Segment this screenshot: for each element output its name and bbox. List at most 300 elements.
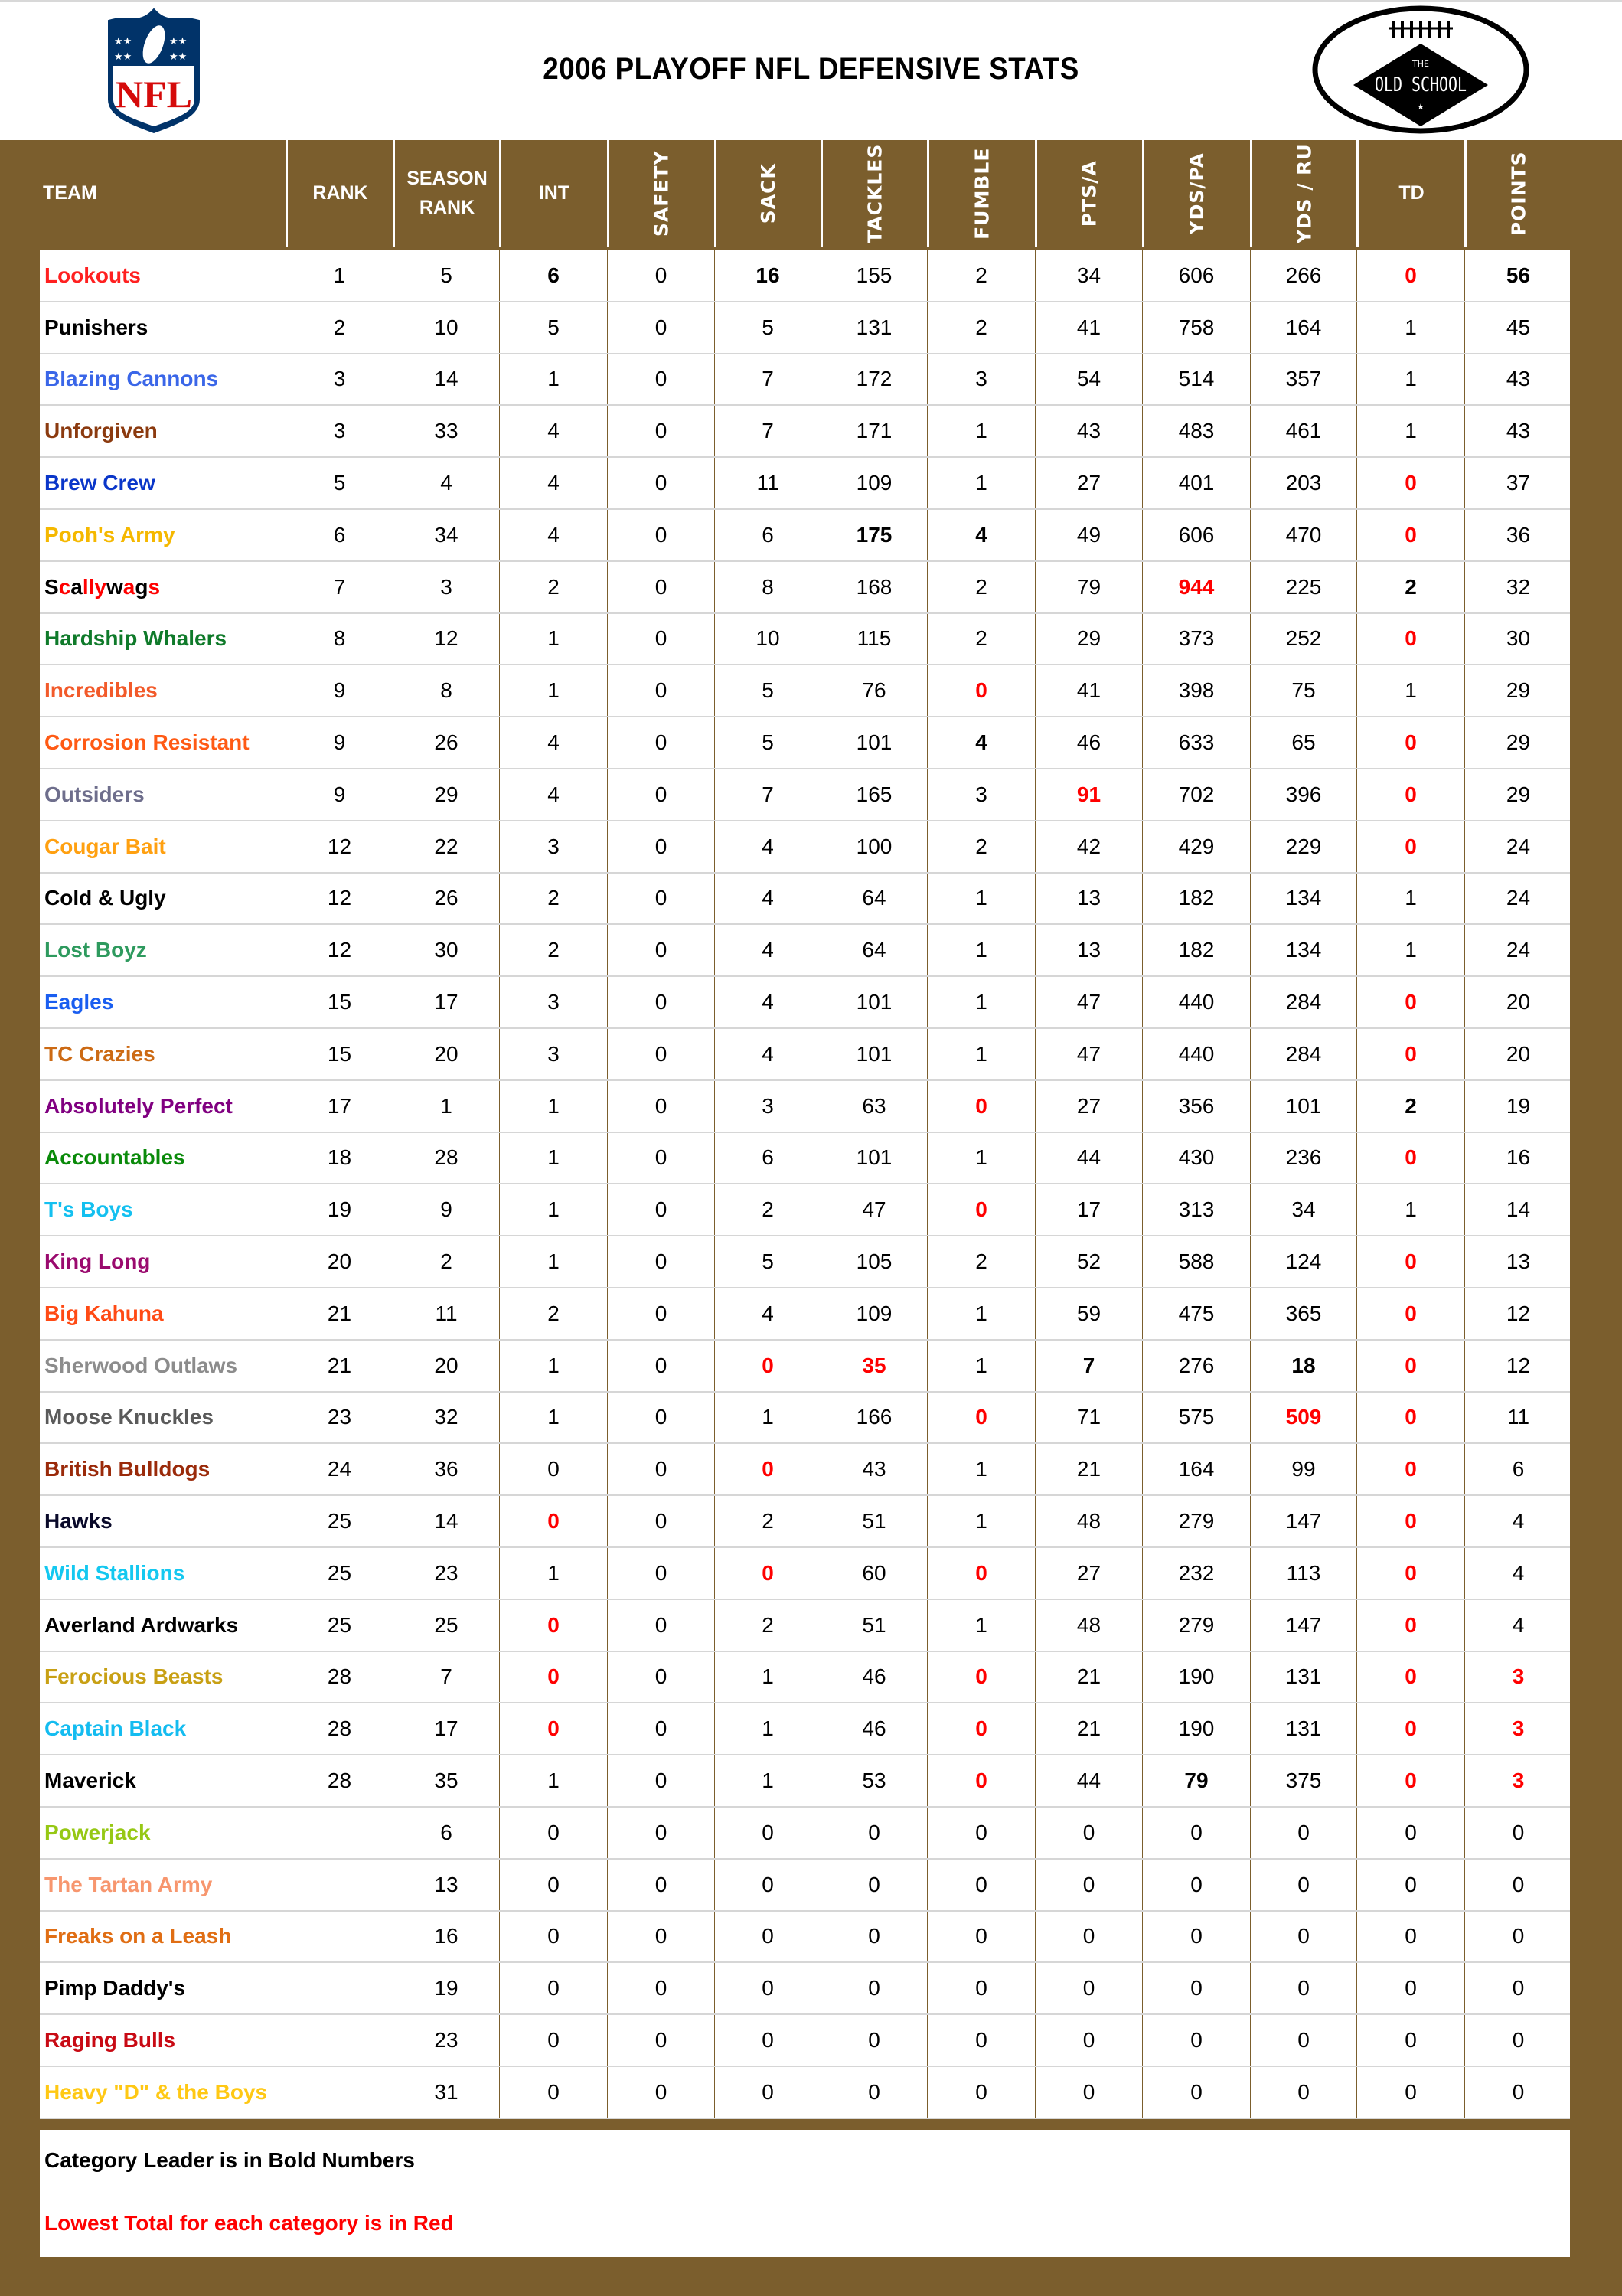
column-header-label: RANK bbox=[312, 181, 368, 204]
cell-fumble: 2 bbox=[927, 1236, 1035, 1287]
cell-safety: 0 bbox=[607, 1755, 714, 1806]
table-row bbox=[40, 1288, 1570, 1341]
cell-fumble: 4 bbox=[927, 510, 1035, 560]
cell-safety: 0 bbox=[607, 406, 714, 456]
cell-pts-a: 41 bbox=[1035, 302, 1142, 353]
cell-points: 45 bbox=[1464, 302, 1571, 353]
cell-season-rank: 7 bbox=[393, 1652, 499, 1703]
cell-yds-ru: 357 bbox=[1250, 354, 1356, 405]
cell-sack: 5 bbox=[714, 717, 821, 768]
cell-yds-pa: 182 bbox=[1142, 874, 1250, 924]
cell-int: 5 bbox=[499, 302, 607, 353]
cell-fumble: 2 bbox=[927, 562, 1035, 612]
cell-tackles: 101 bbox=[821, 977, 927, 1027]
table-row bbox=[40, 1133, 1570, 1185]
table-row bbox=[40, 1236, 1570, 1288]
cell-safety: 0 bbox=[607, 1236, 714, 1287]
cell-int: 0 bbox=[499, 1963, 607, 2013]
table-row bbox=[40, 1860, 1570, 1912]
cell-tackles: 53 bbox=[821, 1755, 927, 1806]
cell-season-rank: 13 bbox=[393, 1860, 499, 1910]
cell-int: 4 bbox=[499, 717, 607, 768]
cell-fumble: 1 bbox=[927, 874, 1035, 924]
column-header-label: SACK bbox=[757, 162, 780, 224]
team-name: Heavy "D" & the Boys bbox=[44, 2079, 268, 2104]
cell-rank: 5 bbox=[286, 458, 393, 508]
cell-int: 1 bbox=[499, 1341, 607, 1391]
cell-int: 0 bbox=[499, 1808, 607, 1858]
cell-rank: 18 bbox=[286, 1133, 393, 1184]
cell-yds-pa: 588 bbox=[1142, 1236, 1250, 1287]
cell-safety: 0 bbox=[607, 1184, 714, 1235]
cell-td: 0 bbox=[1356, 614, 1464, 665]
cell-rank: 2 bbox=[286, 302, 393, 353]
cell-safety: 0 bbox=[607, 821, 714, 872]
cell-fumble: 1 bbox=[927, 1496, 1035, 1546]
cell-yds-pa: 440 bbox=[1142, 1029, 1250, 1079]
cell-fumble: 3 bbox=[927, 354, 1035, 405]
cell-pts-a: 0 bbox=[1035, 1912, 1142, 1962]
cell-yds-pa: 0 bbox=[1142, 1963, 1250, 2013]
cell-points: 0 bbox=[1464, 1912, 1571, 1962]
cell-tackles: 109 bbox=[821, 458, 927, 508]
cell-safety: 0 bbox=[607, 1341, 714, 1391]
cell-int: 1 bbox=[499, 1081, 607, 1132]
cell-season-rank: 3 bbox=[393, 562, 499, 612]
cell-tackles: 64 bbox=[821, 925, 927, 975]
cell-rank bbox=[286, 1860, 393, 1910]
cell-safety: 0 bbox=[607, 1808, 714, 1858]
cell-points: 0 bbox=[1464, 2015, 1571, 2066]
cell-pts-a: 7 bbox=[1035, 1341, 1142, 1391]
cell-yds-ru: 203 bbox=[1250, 458, 1356, 508]
cell-yds-pa: 606 bbox=[1142, 250, 1250, 301]
cell-int: 0 bbox=[499, 1860, 607, 1910]
cell-sack: 6 bbox=[714, 510, 821, 560]
cell-season-rank: 33 bbox=[393, 406, 499, 456]
cell-td: 0 bbox=[1356, 1808, 1464, 1858]
cell-tackles: 0 bbox=[821, 2015, 927, 2066]
cell-yds-ru: 75 bbox=[1250, 665, 1356, 716]
table-row bbox=[40, 1912, 1570, 1964]
team-name: Corrosion Resistant bbox=[44, 730, 250, 755]
cell-tackles: 101 bbox=[821, 1029, 927, 1079]
cell-td: 0 bbox=[1356, 1288, 1464, 1339]
cell-yds-ru: 18 bbox=[1250, 1341, 1356, 1391]
cell-td: 1 bbox=[1356, 874, 1464, 924]
cell-td: 0 bbox=[1356, 1444, 1464, 1494]
column-header-label: SEASON RANK bbox=[406, 168, 488, 218]
cell-safety: 0 bbox=[607, 769, 714, 820]
cell-points: 24 bbox=[1464, 821, 1571, 872]
cell-pts-a: 0 bbox=[1035, 1808, 1142, 1858]
table-row bbox=[40, 874, 1570, 926]
cell-fumble: 0 bbox=[927, 2015, 1035, 2066]
cell-yds-ru: 147 bbox=[1250, 1600, 1356, 1651]
table-row bbox=[40, 1393, 1570, 1445]
cell-fumble: 0 bbox=[927, 1548, 1035, 1599]
cell-sack: 1 bbox=[714, 1652, 821, 1703]
cell-yds-pa: 164 bbox=[1142, 1444, 1250, 1494]
cell-safety: 0 bbox=[607, 1133, 714, 1184]
cell-fumble: 2 bbox=[927, 614, 1035, 665]
cell-sack: 2 bbox=[714, 1184, 821, 1235]
cell-fumble: 1 bbox=[927, 458, 1035, 508]
cell-fumble: 1 bbox=[927, 1600, 1035, 1651]
team-name: Big Kahuna bbox=[44, 1301, 164, 1325]
cell-int: 0 bbox=[499, 1703, 607, 1754]
team-name: Incredibles bbox=[44, 678, 158, 703]
cell-fumble: 1 bbox=[927, 406, 1035, 456]
cell-sack: 0 bbox=[714, 1808, 821, 1858]
cell-pts-a: 91 bbox=[1035, 769, 1142, 820]
cell-int: 0 bbox=[499, 2067, 607, 2118]
cell-pts-a: 27 bbox=[1035, 1548, 1142, 1599]
team-name: Freaks on a Leash bbox=[44, 1924, 232, 1948]
cell-rank: 21 bbox=[286, 1341, 393, 1391]
cell-int: 1 bbox=[499, 1393, 607, 1443]
cell-fumble: 0 bbox=[927, 1652, 1035, 1703]
cell-sack: 4 bbox=[714, 874, 821, 924]
cell-safety: 0 bbox=[607, 302, 714, 353]
cell-sack: 2 bbox=[714, 1496, 821, 1546]
cell-points: 6 bbox=[1464, 1444, 1571, 1494]
cell-sack: 4 bbox=[714, 1288, 821, 1339]
cell-tackles: 165 bbox=[821, 769, 927, 820]
cell-pts-a: 47 bbox=[1035, 1029, 1142, 1079]
cell-pts-a: 29 bbox=[1035, 614, 1142, 665]
cell-season-rank: 29 bbox=[393, 769, 499, 820]
table-row bbox=[40, 1600, 1570, 1652]
cell-rank: 17 bbox=[286, 1081, 393, 1132]
cell-safety: 0 bbox=[607, 1912, 714, 1962]
table-row bbox=[40, 2067, 1570, 2119]
cell-yds-pa: 313 bbox=[1142, 1184, 1250, 1235]
cell-rank bbox=[286, 1963, 393, 2013]
cell-rank: 28 bbox=[286, 1652, 393, 1703]
cell-season-rank: 17 bbox=[393, 977, 499, 1027]
column-header-int bbox=[499, 140, 607, 247]
cell-fumble: 4 bbox=[927, 717, 1035, 768]
team-name: Ferocious Beasts bbox=[44, 1664, 224, 1689]
cell-points: 16 bbox=[1464, 1133, 1571, 1184]
cell-safety: 0 bbox=[607, 562, 714, 612]
column-header-yds-ru bbox=[1250, 140, 1356, 247]
table-row bbox=[40, 665, 1570, 717]
cell-sack: 0 bbox=[714, 2015, 821, 2066]
cell-yds-ru: 284 bbox=[1250, 977, 1356, 1027]
cell-fumble: 2 bbox=[927, 821, 1035, 872]
cell-rank: 21 bbox=[286, 1288, 393, 1339]
cell-yds-ru: 99 bbox=[1250, 1444, 1356, 1494]
cell-pts-a: 0 bbox=[1035, 1963, 1142, 2013]
svg-text:★★: ★★ bbox=[169, 51, 188, 63]
table-row bbox=[40, 1029, 1570, 1081]
cell-rank: 3 bbox=[286, 406, 393, 456]
cell-tackles: 131 bbox=[821, 302, 927, 353]
cell-yds-ru: 0 bbox=[1250, 1963, 1356, 2013]
team-name: Moose Knuckles bbox=[44, 1405, 214, 1429]
cell-yds-ru: 266 bbox=[1250, 250, 1356, 301]
cell-pts-a: 13 bbox=[1035, 874, 1142, 924]
cell-points: 0 bbox=[1464, 1963, 1571, 2013]
table-row bbox=[40, 614, 1570, 666]
cell-pts-a: 21 bbox=[1035, 1703, 1142, 1754]
cell-td: 0 bbox=[1356, 1393, 1464, 1443]
cell-rank bbox=[286, 2067, 393, 2118]
cell-sack: 3 bbox=[714, 1081, 821, 1132]
cell-sack: 8 bbox=[714, 562, 821, 612]
cell-points: 13 bbox=[1464, 1236, 1571, 1287]
cell-yds-pa: 356 bbox=[1142, 1081, 1250, 1132]
column-header-td bbox=[1356, 140, 1464, 247]
team-name: Averland Ardwarks bbox=[44, 1612, 239, 1637]
cell-sack: 4 bbox=[714, 821, 821, 872]
cell-int: 3 bbox=[499, 977, 607, 1027]
legend-bold-note: Category Leader is in Bold Numbers bbox=[44, 2148, 415, 2172]
cell-yds-ru: 113 bbox=[1250, 1548, 1356, 1599]
cell-season-rank: 10 bbox=[393, 302, 499, 353]
cell-tackles: 51 bbox=[821, 1496, 927, 1546]
cell-yds-ru: 34 bbox=[1250, 1184, 1356, 1235]
cell-points: 12 bbox=[1464, 1341, 1571, 1391]
old-school-football-logo-icon bbox=[1310, 4, 1531, 136]
cell-pts-a: 44 bbox=[1035, 1133, 1142, 1184]
team-name: Wild Stallions bbox=[44, 1560, 185, 1585]
cell-safety: 0 bbox=[607, 1444, 714, 1494]
team-name: Hawks bbox=[44, 1509, 113, 1533]
cell-fumble: 0 bbox=[927, 1755, 1035, 1806]
cell-points: 3 bbox=[1464, 1703, 1571, 1754]
cell-tackles: 35 bbox=[821, 1341, 927, 1391]
cell-yds-pa: 190 bbox=[1142, 1703, 1250, 1754]
cell-td: 0 bbox=[1356, 510, 1464, 560]
cell-int: 2 bbox=[499, 562, 607, 612]
column-header-label: TACKLES bbox=[863, 143, 886, 243]
column-header-team bbox=[40, 140, 286, 247]
column-header-safety bbox=[607, 140, 714, 247]
cell-yds-ru: 0 bbox=[1250, 1912, 1356, 1962]
cell-yds-pa: 0 bbox=[1142, 1808, 1250, 1858]
cell-yds-pa: 430 bbox=[1142, 1133, 1250, 1184]
cell-rank: 25 bbox=[286, 1496, 393, 1546]
cell-int: 2 bbox=[499, 925, 607, 975]
cell-tackles: 64 bbox=[821, 874, 927, 924]
cell-safety: 0 bbox=[607, 717, 714, 768]
cell-fumble: 0 bbox=[927, 1393, 1035, 1443]
cell-yds-pa: 475 bbox=[1142, 1288, 1250, 1339]
cell-safety: 0 bbox=[607, 458, 714, 508]
cell-sack: 1 bbox=[714, 1755, 821, 1806]
cell-points: 29 bbox=[1464, 717, 1571, 768]
team-name: Pimp Daddy's bbox=[44, 1976, 186, 2000]
cell-pts-a: 34 bbox=[1035, 250, 1142, 301]
cell-td: 0 bbox=[1356, 2067, 1464, 2118]
cell-points: 3 bbox=[1464, 1652, 1571, 1703]
cell-td: 0 bbox=[1356, 1755, 1464, 1806]
cell-season-rank: 30 bbox=[393, 925, 499, 975]
cell-td: 0 bbox=[1356, 769, 1464, 820]
team-name: Cougar Bait bbox=[44, 834, 166, 858]
cell-safety: 0 bbox=[607, 250, 714, 301]
cell-sack: 1 bbox=[714, 1703, 821, 1754]
cell-pts-a: 43 bbox=[1035, 406, 1142, 456]
cell-yds-pa: 190 bbox=[1142, 1652, 1250, 1703]
cell-yds-ru: 365 bbox=[1250, 1288, 1356, 1339]
table-row bbox=[40, 302, 1570, 354]
cell-rank: 3 bbox=[286, 354, 393, 405]
cell-points: 24 bbox=[1464, 925, 1571, 975]
cell-td: 0 bbox=[1356, 1341, 1464, 1391]
table-row bbox=[40, 925, 1570, 977]
cell-pts-a: 49 bbox=[1035, 510, 1142, 560]
cell-td: 0 bbox=[1356, 1029, 1464, 1079]
cell-yds-pa: 279 bbox=[1142, 1600, 1250, 1651]
cell-yds-pa: 0 bbox=[1142, 1860, 1250, 1910]
cell-fumble: 1 bbox=[927, 977, 1035, 1027]
cell-yds-ru: 375 bbox=[1250, 1755, 1356, 1806]
table-row bbox=[40, 510, 1570, 562]
column-header-label: TEAM bbox=[43, 181, 97, 204]
cell-points: 43 bbox=[1464, 354, 1571, 405]
cell-points: 30 bbox=[1464, 614, 1571, 665]
cell-points: 24 bbox=[1464, 874, 1571, 924]
table-row bbox=[40, 1808, 1570, 1860]
cell-yds-ru: 236 bbox=[1250, 1133, 1356, 1184]
cell-season-rank: 26 bbox=[393, 717, 499, 768]
cell-pts-a: 59 bbox=[1035, 1288, 1142, 1339]
cell-tackles: 172 bbox=[821, 354, 927, 405]
cell-yds-ru: 470 bbox=[1250, 510, 1356, 560]
cell-yds-ru: 124 bbox=[1250, 1236, 1356, 1287]
cell-pts-a: 42 bbox=[1035, 821, 1142, 872]
table-row bbox=[40, 1496, 1570, 1548]
cell-fumble: 0 bbox=[927, 2067, 1035, 2118]
column-header-label: YDS / RU bbox=[1293, 143, 1316, 243]
cell-yds-pa: 373 bbox=[1142, 614, 1250, 665]
cell-yds-ru: 509 bbox=[1250, 1393, 1356, 1443]
column-header-sack bbox=[714, 140, 821, 247]
cell-rank: 9 bbox=[286, 665, 393, 716]
cell-sack: 0 bbox=[714, 1341, 821, 1391]
cell-season-rank: 11 bbox=[393, 1288, 499, 1339]
team-name: Unforgiven bbox=[44, 419, 158, 443]
cell-yds-ru: 252 bbox=[1250, 614, 1356, 665]
cell-season-rank: 14 bbox=[393, 354, 499, 405]
cell-sack: 0 bbox=[714, 1444, 821, 1494]
cell-season-rank: 6 bbox=[393, 1808, 499, 1858]
cell-yds-pa: 398 bbox=[1142, 665, 1250, 716]
cell-rank: 1 bbox=[286, 250, 393, 301]
cell-points: 29 bbox=[1464, 769, 1571, 820]
column-header-pts-a bbox=[1035, 140, 1142, 247]
cell-tackles: 166 bbox=[821, 1393, 927, 1443]
cell-safety: 0 bbox=[607, 614, 714, 665]
cell-fumble: 0 bbox=[927, 1184, 1035, 1235]
team-name: Raging Bulls bbox=[44, 2027, 176, 2052]
cell-td: 0 bbox=[1356, 1600, 1464, 1651]
cell-pts-a: 52 bbox=[1035, 1236, 1142, 1287]
cell-season-rank: 4 bbox=[393, 458, 499, 508]
cell-season-rank: 23 bbox=[393, 1548, 499, 1599]
table-row bbox=[40, 821, 1570, 874]
cell-points: 3 bbox=[1464, 1755, 1571, 1806]
cell-int: 0 bbox=[499, 1600, 607, 1651]
cell-pts-a: 48 bbox=[1035, 1600, 1142, 1651]
cell-season-rank: 2 bbox=[393, 1236, 499, 1287]
cell-safety: 0 bbox=[607, 977, 714, 1027]
cell-sack: 5 bbox=[714, 665, 821, 716]
stats-table-body bbox=[40, 250, 1570, 2119]
cell-points: 11 bbox=[1464, 1393, 1571, 1443]
cell-safety: 0 bbox=[607, 1963, 714, 2013]
column-header-rank bbox=[286, 140, 393, 247]
column-header-points bbox=[1464, 140, 1571, 247]
cell-rank: 20 bbox=[286, 1236, 393, 1287]
team-name: Captain Black bbox=[44, 1716, 187, 1741]
cell-pts-a: 0 bbox=[1035, 1860, 1142, 1910]
cell-sack: 7 bbox=[714, 354, 821, 405]
cell-td: 1 bbox=[1356, 406, 1464, 456]
cell-rank: 12 bbox=[286, 874, 393, 924]
svg-text:NFL: NFL bbox=[116, 73, 192, 116]
cell-sack: 4 bbox=[714, 1029, 821, 1079]
cell-td: 1 bbox=[1356, 1184, 1464, 1235]
cell-points: 0 bbox=[1464, 1860, 1571, 1910]
cell-pts-a: 47 bbox=[1035, 977, 1142, 1027]
cell-rank bbox=[286, 2015, 393, 2066]
cell-fumble: 1 bbox=[927, 1133, 1035, 1184]
cell-td: 2 bbox=[1356, 562, 1464, 612]
cell-fumble: 0 bbox=[927, 1081, 1035, 1132]
cell-int: 0 bbox=[499, 2015, 607, 2066]
cell-td: 0 bbox=[1356, 1703, 1464, 1754]
cell-sack: 11 bbox=[714, 458, 821, 508]
cell-season-rank: 32 bbox=[393, 1393, 499, 1443]
cell-points: 29 bbox=[1464, 665, 1571, 716]
cell-pts-a: 41 bbox=[1035, 665, 1142, 716]
svg-text:THE: THE bbox=[1412, 59, 1429, 69]
cell-safety: 0 bbox=[607, 354, 714, 405]
table-row bbox=[40, 354, 1570, 407]
team-name: Lookouts bbox=[44, 263, 141, 287]
team-name: S c a ll y w a g s bbox=[44, 574, 161, 599]
cell-sack: 0 bbox=[714, 1963, 821, 2013]
cell-yds-pa: 483 bbox=[1142, 406, 1250, 456]
cell-pts-a: 0 bbox=[1035, 2015, 1142, 2066]
cell-rank: 25 bbox=[286, 1548, 393, 1599]
team-name: Blazing Cannons bbox=[44, 367, 219, 391]
cell-td: 0 bbox=[1356, 1912, 1464, 1962]
cell-yds-pa: 79 bbox=[1142, 1755, 1250, 1806]
team-name: Powerjack bbox=[44, 1820, 151, 1844]
cell-points: 36 bbox=[1464, 510, 1571, 560]
page-title: 2006 PLAYOFF NFL DEFENSIVE STATS bbox=[543, 52, 1079, 86]
table-row bbox=[40, 717, 1570, 769]
cell-tackles: 100 bbox=[821, 821, 927, 872]
team-name: Punishers bbox=[44, 315, 148, 339]
cell-season-rank: 28 bbox=[393, 1133, 499, 1184]
cell-tackles: 0 bbox=[821, 2067, 927, 2118]
cell-int: 1 bbox=[499, 1184, 607, 1235]
table-row bbox=[40, 1755, 1570, 1808]
cell-yds-pa: 702 bbox=[1142, 769, 1250, 820]
cell-season-rank: 22 bbox=[393, 821, 499, 872]
cell-rank: 9 bbox=[286, 717, 393, 768]
cell-td: 0 bbox=[1356, 458, 1464, 508]
cell-fumble: 0 bbox=[927, 1808, 1035, 1858]
cell-safety: 0 bbox=[607, 1393, 714, 1443]
